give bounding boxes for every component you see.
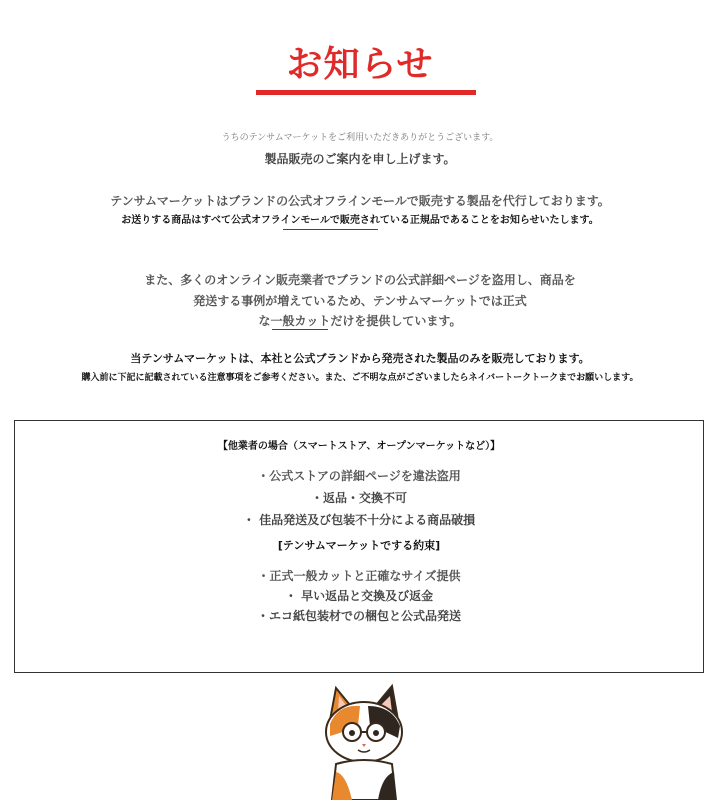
paragraph2-line2: 発送する事例が増えているため、テンサムマーケットでは正式 <box>193 294 527 308</box>
thanks-text: うちのテンサムマーケットをご利用いただきありがとうございます。 <box>221 133 499 143</box>
paragraph2-line1: また、多くのオンライン販売業者でブランドの公式詳細ページを盗用し、商品を <box>144 273 576 287</box>
others-item: ・公式ストアの詳細ページを違法盗用 <box>257 469 461 483</box>
others-item: ・返品・交換不可 <box>310 491 407 505</box>
paragraph3-line2: 購入前に下記に記載されている注意事項をご参考ください。また、ご不明な点がございましたらネイバートークトークまでお願いします。 <box>81 373 639 383</box>
others-heading: 【他業者の場合（スマートストア、オープンマーケットなど）】 <box>217 441 501 452</box>
cat-mascot-image <box>308 680 418 800</box>
promise-item: ・ 早い返品と交換及び返金 <box>284 589 434 603</box>
paragraph1-line1: テンサムマーケットはブランドの公式オフラインモールで販売する製品を代行しております。 <box>110 194 610 208</box>
page-title: お知らせ <box>286 44 434 85</box>
emphasis-underline <box>272 329 328 330</box>
promise-item: ・エコ紙包装材での梱包と公式品発送 <box>256 609 461 623</box>
paragraph3-line1: 当テンサムマーケットは、本社と公式ブランドから発売された製品のみを販売しております。 <box>130 352 590 365</box>
emphasis-underline <box>283 229 378 230</box>
guide-text: 製品販売のご案内を申し上げます。 <box>264 152 456 166</box>
notice-box <box>14 420 704 673</box>
promise-item: ・正式一般カットと正確なサイズ提供 <box>257 569 461 583</box>
others-item: ・ 佳品発送及び包装不十分による商品破損 <box>242 513 476 527</box>
title-underline <box>256 90 476 95</box>
paragraph1-line2: お送りする商品はすべて公式オフラインモールで販売されている正規品であることをお知らせいたします。 <box>121 215 599 226</box>
promise-heading: [テンサムマーケットでする約束] <box>277 539 441 552</box>
paragraph2-line3: な一般カットだけを提供しています。 <box>258 314 462 328</box>
cat-mascot-icon <box>308 680 418 800</box>
